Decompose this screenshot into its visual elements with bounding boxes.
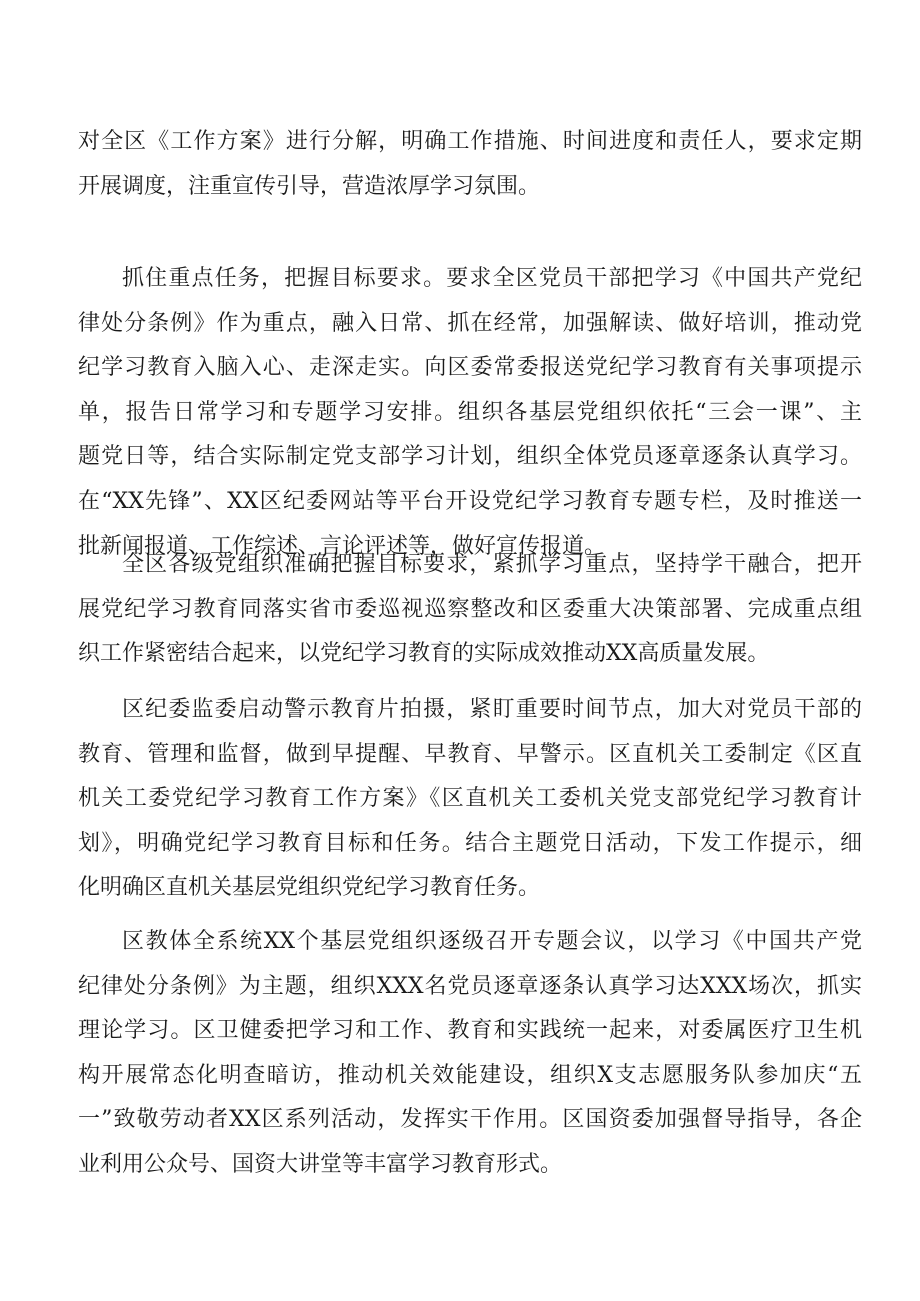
text-line: 纪学习教育入脑入心、走深走实。向区委常委报送党纪学习教育有关事项提示 bbox=[78, 355, 862, 381]
paragraph-4 bbox=[78, 688, 862, 911]
text-line: 机关工委党纪学习教育工作方案》《区直机关工委机关党支部党纪学习教育计 bbox=[78, 786, 862, 812]
text-line: 区教体全系统XX个基层党组织逐级召开专题会议，以学习《中国共产党 bbox=[122, 929, 862, 954]
text-line: 展党纪学习教育同落实省市委巡视巡察整改和区委重大决策部署、完成重点组 bbox=[78, 596, 862, 622]
text-line: 律处分条例》作为重点，融入日常、抓在经常，加强解读、做好培训，推动党 bbox=[78, 310, 862, 336]
text-line: 批新闻报道、工作综述、言论评述等，做好宣传报道。 bbox=[78, 533, 607, 559]
text-line: 教育、管理和监督，做到早提醒、早教育、早警示。区直机关工委制定《区直 bbox=[78, 741, 862, 767]
text-line: 题党日等，结合实际制定党支部学习计划，组织全体党员逐章逐条认真学习。 bbox=[78, 444, 862, 470]
text-line: 抓住重点任务，把握目标要求。要求全区党员干部把学习《中国共产党纪 bbox=[122, 266, 862, 291]
text-line: 开展调度，注重宣传引导，营造浓厚学习氛围。 bbox=[78, 173, 541, 199]
text-line: 业利用公众号、国资大讲堂等丰富学习教育形式。 bbox=[78, 1151, 563, 1177]
text-line: 一”致敬劳动者XX区系列活动，发挥实干作用。区国资委加强督导指导，各企 bbox=[78, 1107, 862, 1133]
paragraph-1 bbox=[78, 120, 862, 209]
text-line: 对全区《工作方案》进行分解，明确工作措施、时间进度和责任人，要求定期 bbox=[78, 129, 862, 154]
text-line: 构开展常态化明查暗访，推动机关效能建设，组织X支志愿服务队参加庆“五 bbox=[78, 1062, 862, 1088]
text-line: 划》，明确党纪学习教育目标和任务。结合主题党日活动，下发工作提示，细 bbox=[78, 830, 862, 856]
text-line: 区纪委监委启动警示教育片拍摄，紧盯重要时间节点，加大对党员干部的 bbox=[122, 697, 862, 722]
text-line: 单，报告日常学习和专题学习安排。组织各基层党组织依托“三会一课”、主 bbox=[78, 399, 862, 425]
text-line: 纪律处分条例》为主题，组织XXX名党员逐章逐条认真学习达XXX场次，抓实 bbox=[78, 973, 862, 999]
text-line: 在“XX先锋”、XX区纪委网站等平台开设党纪学习教育专题专栏，及时推送一 bbox=[78, 488, 862, 514]
text-line: 化明确区直机关基层党组织党纪学习教育任务。 bbox=[78, 875, 541, 901]
text-line: 理论学习。区卫健委把学习和工作、教育和实践统一起来，对委属医疗卫生机 bbox=[78, 1018, 862, 1044]
paragraph-3 bbox=[78, 543, 862, 677]
text-line: 织工作紧密结合起来，以党纪学习教育的实际成效推动XX高质量发展。 bbox=[78, 641, 770, 667]
text-line: 全区各级党组织准确把握目标要求，紧抓学习重点，坚持学干融合，把开 bbox=[122, 552, 862, 577]
paragraph-2 bbox=[78, 257, 862, 569]
paragraph-5 bbox=[78, 920, 862, 1188]
